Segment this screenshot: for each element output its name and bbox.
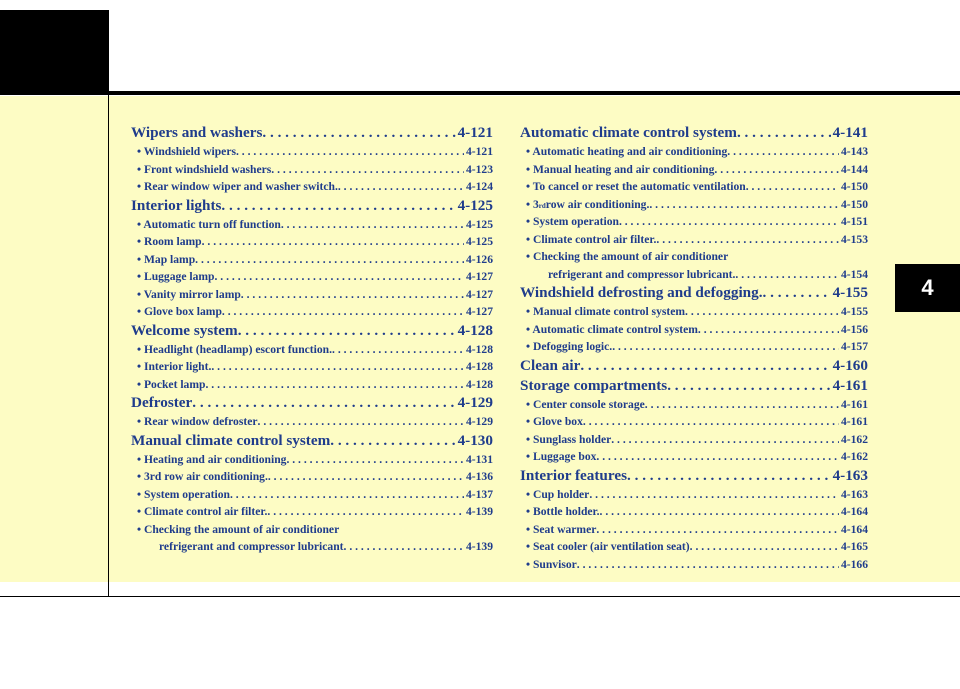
subentry-title: • Sunvisor <box>526 557 577 571</box>
section-title: Welcome system <box>131 321 238 339</box>
subentry-title: • Rear window wiper and washer switch. <box>137 180 338 193</box>
subentry-title: • Bottle holder. <box>526 505 600 518</box>
dot-leader <box>627 466 831 486</box>
toc-section-entry[interactable] <box>520 283 868 303</box>
dot-leader <box>746 178 839 196</box>
section-title: Automatic climate control system <box>520 124 737 141</box>
subentry-page-number: 4-123 <box>465 162 493 176</box>
dot-leader <box>267 503 464 521</box>
subentry-page-number: 4-155 <box>840 305 868 318</box>
toc-subentry[interactable] <box>131 251 493 269</box>
subentry-title: • Seat warmer <box>526 522 597 536</box>
dot-leader <box>202 233 464 251</box>
toc-subentry[interactable] <box>131 143 493 161</box>
section-title: Manual climate control system <box>131 431 331 449</box>
corner-black-block <box>0 10 109 92</box>
toc-section-entry[interactable] <box>520 376 868 396</box>
dot-leader <box>215 268 464 286</box>
toc-subentry[interactable] <box>520 556 868 574</box>
subentry-title: • Room lamp <box>137 235 202 248</box>
section-title: Clean air <box>520 356 581 374</box>
dot-leader <box>344 538 464 556</box>
subentry-title: • Manual heating and air conditioning <box>526 162 715 176</box>
toc-subentry[interactable] <box>131 358 493 376</box>
toc-subentry[interactable] <box>131 503 493 521</box>
section-title: Wipers and washers <box>131 124 263 141</box>
dot-leader <box>236 143 464 161</box>
subentry-page-number: 4-154 <box>840 267 868 281</box>
section-page-number: 4-155 <box>832 284 868 301</box>
dot-leader <box>205 376 463 394</box>
toc-subentry[interactable] <box>131 468 493 486</box>
section-title: Storage compartments <box>520 376 668 394</box>
subentry-page-number: 4-143 <box>840 145 868 158</box>
subentry-title: • Interior light. <box>137 360 212 373</box>
subentry-page-number: 4-162 <box>840 450 868 463</box>
subentry-page-number: 4-162 <box>840 432 868 446</box>
dot-leader <box>735 266 839 284</box>
dot-leader <box>211 358 464 376</box>
subentry-page-number: 4-161 <box>840 397 868 411</box>
subentry-title: • Heating and air conditioning <box>137 452 287 466</box>
toc-subentry[interactable] <box>131 341 493 359</box>
toc-subentry[interactable] <box>520 448 868 466</box>
dot-leader <box>580 356 830 376</box>
subentry-page-number: 4-137 <box>465 487 493 501</box>
dot-leader <box>589 486 839 504</box>
subentry-title-rest: row air conditioning. <box>545 197 650 211</box>
dot-leader <box>619 213 839 231</box>
toc-subentry[interactable] <box>520 338 868 356</box>
subentry-title: • Glove box lamp <box>137 305 222 318</box>
toc-subentry[interactable] <box>520 178 868 196</box>
toc-subentry[interactable] <box>131 233 493 251</box>
subentry-title: • Automatic climate control system <box>526 322 698 336</box>
toc-right-column <box>520 123 868 573</box>
toc-subentry[interactable] <box>520 396 868 414</box>
subentry-title: • Vanity mirror lamp <box>137 287 241 301</box>
toc-subentry[interactable] <box>520 231 868 249</box>
toc-subentry[interactable] <box>520 413 868 431</box>
subentry-page-number: 4-139 <box>465 505 493 518</box>
dot-leader <box>221 196 455 216</box>
subentry-page-number: 4-127 <box>465 270 493 283</box>
section-title: Interior features <box>520 466 627 484</box>
toc-subentry[interactable] <box>131 268 493 286</box>
subentry-title: • Seat cooler (air ventilation seat) <box>526 540 690 553</box>
subentry-title: • Automatic turn off function <box>137 217 281 231</box>
subentry-page-number: 4-150 <box>840 197 868 211</box>
subentry-page-number: 4-131 <box>465 452 493 466</box>
subentry-title: • Headlight (headlamp) escort function. <box>137 342 333 356</box>
subentry-page-number: 4-153 <box>840 232 868 246</box>
subentry-title: • 3rd row air conditioning. <box>137 470 268 483</box>
subentry-title: • Checking the amount of air conditioner <box>526 250 729 263</box>
dot-leader <box>645 396 839 414</box>
dot-leader <box>332 341 464 359</box>
toc-subentry[interactable] <box>520 196 868 214</box>
dot-leader <box>612 338 839 356</box>
subentry-page-number: 4-164 <box>840 522 868 536</box>
subentry-title: refrigerant and compressor lubricant <box>159 540 344 553</box>
subentry-title: • Climate control air filter. <box>137 505 268 518</box>
subentry-title: • Front windshield washers <box>137 162 272 176</box>
dot-leader <box>262 123 455 143</box>
section-title: Windshield defrosting and defogging. <box>520 284 763 301</box>
toc-subentry[interactable] <box>131 178 493 196</box>
toc-section-entry[interactable] <box>520 466 868 486</box>
subentry-page-number: 4-126 <box>465 252 493 266</box>
subentry-title: • Glove box <box>526 415 583 428</box>
dot-leader <box>596 521 839 539</box>
dot-leader <box>286 451 463 469</box>
dot-leader <box>577 556 839 574</box>
toc-subentry[interactable] <box>131 286 493 304</box>
dot-leader <box>195 251 464 269</box>
section-title: Interior lights <box>131 196 222 214</box>
toc-subentry[interactable] <box>520 248 868 266</box>
subentry-title: refrigerant and compressor lubricant. <box>548 267 736 281</box>
dot-leader <box>338 178 464 196</box>
dot-leader <box>241 286 464 304</box>
subentry-title: • Windshield wipers <box>137 145 236 158</box>
dot-leader <box>222 303 464 321</box>
dot-leader <box>271 161 464 179</box>
dot-leader <box>600 503 839 521</box>
subentry-page-number: 4-151 <box>840 215 868 228</box>
dot-leader <box>698 321 839 339</box>
subentry-page-number: 4-128 <box>465 377 493 391</box>
subentry-page-number: 4-166 <box>840 557 868 571</box>
toc-subentry[interactable] <box>520 143 868 161</box>
toc-subentry[interactable] <box>131 538 493 556</box>
toc-section-entry[interactable] <box>131 123 493 143</box>
subentry-page-number: 4-128 <box>465 342 493 356</box>
section-title: Defroster <box>131 394 193 411</box>
subentry-title: • Climate control air filter. <box>526 232 657 246</box>
dot-leader <box>690 538 839 556</box>
subentry-page-number: 4-161 <box>840 415 868 428</box>
dot-leader <box>596 448 839 466</box>
header-rule <box>0 91 960 95</box>
toc-subentry[interactable] <box>131 376 493 394</box>
toc-subentry[interactable] <box>520 486 868 504</box>
subentry-title: • 3 <box>526 197 539 211</box>
dot-leader <box>737 123 831 143</box>
subentry-page-number: 4-157 <box>840 340 868 353</box>
section-page-number: 4-161 <box>832 376 868 394</box>
dot-leader <box>685 303 839 321</box>
superscript: rd <box>538 201 546 210</box>
subentry-page-number: 4-127 <box>465 305 493 318</box>
dot-leader <box>656 231 839 249</box>
section-page-number: 4-121 <box>457 124 493 141</box>
subentry-page-number: 4-144 <box>840 162 868 176</box>
dot-leader <box>611 431 839 449</box>
toc-subentry[interactable] <box>520 521 868 539</box>
dot-leader <box>268 468 464 486</box>
subentry-title: • Checking the amount of air conditioner <box>137 522 340 536</box>
toc-subentry[interactable] <box>131 451 493 469</box>
subentry-title: • To cancel or reset the automatic ventilation <box>526 180 746 193</box>
chapter-tab[interactable]: 4 <box>895 264 960 312</box>
subentry-title: • System operation <box>137 487 230 501</box>
section-page-number: 4-129 <box>457 394 493 411</box>
toc-subentry[interactable] <box>131 303 493 321</box>
subentry-page-number: 4-127 <box>465 287 493 301</box>
dot-leader <box>727 143 839 161</box>
section-page-number: 4-160 <box>832 356 868 374</box>
toc-section-entry[interactable] <box>520 356 868 376</box>
toc-left-column <box>131 123 493 556</box>
toc-subentry[interactable] <box>131 161 493 179</box>
toc-section-entry[interactable] <box>131 393 493 413</box>
section-page-number: 4-141 <box>832 124 868 141</box>
subentry-page-number: 4-128 <box>465 360 493 373</box>
toc-subentry[interactable] <box>520 431 868 449</box>
margin-divider <box>108 92 109 597</box>
toc-subentry[interactable] <box>520 538 868 556</box>
toc-subentry[interactable] <box>520 503 868 521</box>
toc-subentry[interactable] <box>131 413 493 431</box>
toc-section-entry[interactable] <box>131 431 493 451</box>
toc-subentry[interactable] <box>520 303 868 321</box>
toc-subentry[interactable] <box>520 266 868 284</box>
subentry-title: • Sunglass holder <box>526 432 612 446</box>
dot-leader <box>583 413 839 431</box>
subentry-page-number: 4-124 <box>465 180 493 193</box>
dot-leader <box>330 431 455 451</box>
dot-leader <box>258 413 464 431</box>
subentry-page-number: 4-136 <box>465 470 493 483</box>
toc-subentry[interactable] <box>131 486 493 504</box>
subentry-page-number: 4-121 <box>465 145 493 158</box>
toc-section-entry[interactable] <box>131 196 493 216</box>
subentry-title: • Center console storage <box>526 397 645 411</box>
subentry-page-number: 4-129 <box>465 415 493 428</box>
subentry-page-number: 4-164 <box>840 505 868 518</box>
subentry-title: • Defogging logic. <box>526 340 613 353</box>
toc-subentry[interactable] <box>520 321 868 339</box>
toc-section-entry[interactable] <box>520 123 868 143</box>
dot-leader <box>763 283 831 303</box>
subentry-title: • Map lamp <box>137 252 196 266</box>
dot-leader <box>667 376 830 396</box>
toc-subentry[interactable] <box>520 213 868 231</box>
section-page-number: 4-128 <box>457 321 493 339</box>
dot-leader <box>230 486 464 504</box>
subentry-title: • System operation <box>526 215 619 228</box>
toc-subentry[interactable] <box>131 216 493 234</box>
subentry-page-number: 4-165 <box>840 540 868 553</box>
section-page-number: 4-125 <box>457 196 493 214</box>
subentry-page-number: 4-125 <box>465 217 493 231</box>
toc-subentry[interactable] <box>520 161 868 179</box>
subentry-page-number: 4-156 <box>840 322 868 336</box>
footer-rule <box>0 596 960 597</box>
subentry-title: • Cup holder <box>526 487 590 501</box>
subentry-page-number: 4-150 <box>840 180 868 193</box>
subentry-page-number: 4-139 <box>465 540 493 553</box>
subentry-title: • Luggage box <box>526 450 597 463</box>
subentry-title: • Manual climate control system <box>526 305 686 318</box>
toc-section-entry[interactable] <box>131 321 493 341</box>
dot-leader <box>281 216 464 234</box>
subentry-title: • Rear window defroster <box>137 415 258 428</box>
dot-leader <box>192 393 455 413</box>
subentry-title: • Luggage lamp <box>137 270 215 283</box>
dot-leader <box>238 321 456 341</box>
dot-leader <box>714 161 839 179</box>
section-page-number: 4-130 <box>457 431 493 449</box>
subentry-title: • Pocket lamp <box>137 377 206 391</box>
subentry-title: • Automatic heating and air conditioning <box>526 145 728 158</box>
toc-subentry[interactable] <box>131 521 493 539</box>
subentry-page-number: 4-125 <box>465 235 493 248</box>
subentry-page-number: 4-163 <box>840 487 868 501</box>
section-page-number: 4-163 <box>832 466 868 484</box>
dot-leader <box>649 196 839 214</box>
